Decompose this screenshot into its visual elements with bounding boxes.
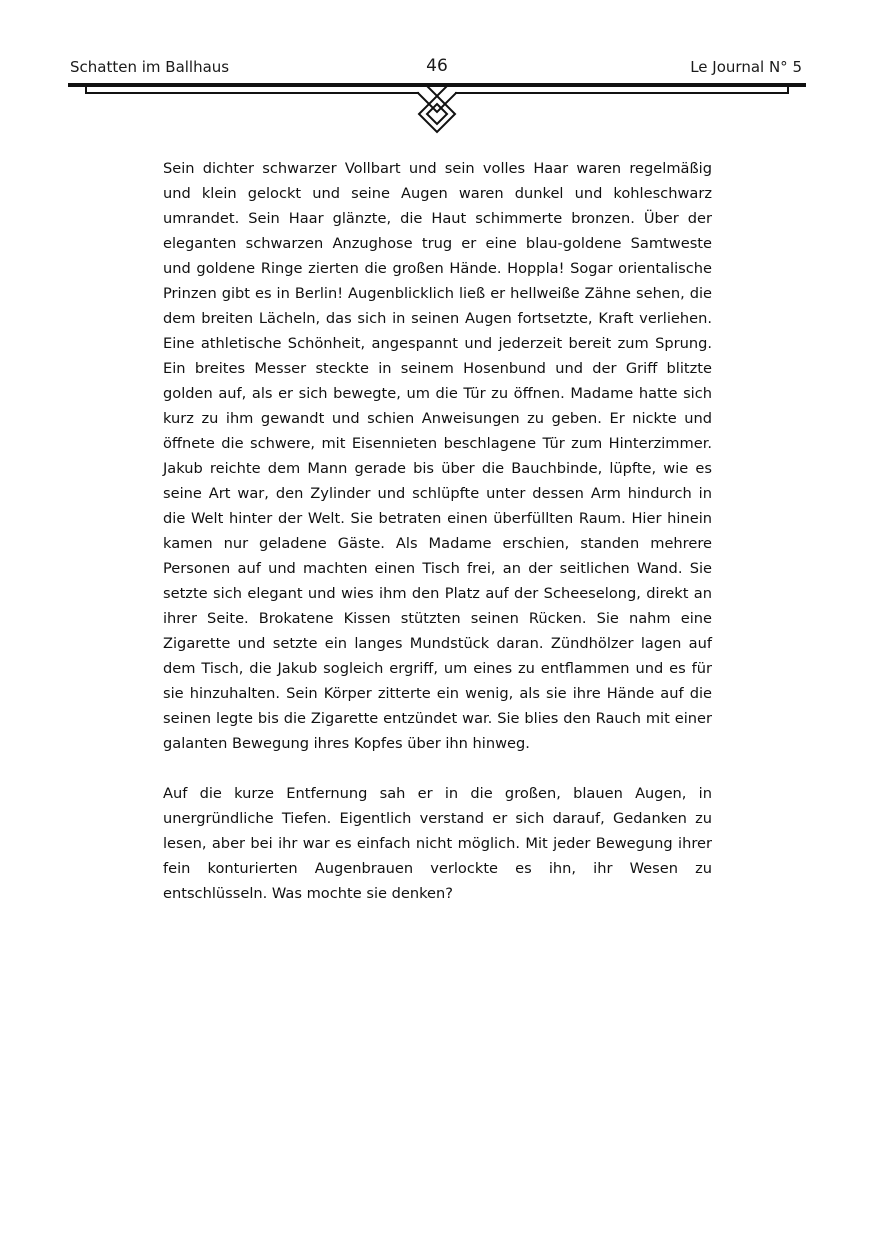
running-title-left: Schatten im Ballhaus <box>70 58 230 76</box>
page-number: 46 <box>426 56 448 76</box>
paragraph: Auf die kurze Entfernung sah er in die großen, blauen Augen, in unergründliche Tiefen. Eigentlich verstand er sich darauf, Gedanken zu lesen, aber bei ihr war es einfach nicht möglich. Mit jeder Bewegung ihrer fein konturierten Augenbrauen verlockte es ihn, ihr Wesen zu entschlüsseln. Was mochte sie denken? <box>163 785 712 902</box>
paragraph: Sein dichter schwarzer Vollbart und sein volles Haar waren regelmäßig und klein gelockt und seine Augen waren dunkel und kohleschwarz umrandet. Sein Haar glänzte, die Haut schimmerte bronzen. Über der eleganten schwarzen Anzughose trug er eine blau-goldene Samtweste und goldene Ringe zierten die großen Hände. Hoppla! Sogar orientalische Prinzen gibt es in Berlin! Augenblicklich ließ er hellweiße Zähne sehen, die dem breiten Lächeln, das sich in seinen Augen fortsetzte, Kraft verliehen. Eine athletische Schönheit, angespannt und jederzeit bereit zum Sprung. Ein breites Messer steckte in seinem Hosenbund und der Griff blitzte golden auf, als er sich bewegte, um die Tür zu öffnen. Madame hatte sich kurz zu ihm gewandt und schien Anweisungen zu geben. Er nickte und öffnete die schwere, mit Eisennieten beschlagene Tür zum Hinterzimmer. Jakub reichte dem Mann gerade bis über die Bauchbinde, lüpfte, wie es seine Art war, den Zylinder und schlüpfte unter dessen Arm hindurch in die Welt hinter der Welt. Sie betraten einen überfüllten Raum. Hier hinein kamen nur geladene Gäste. Als Madame erschien, standen mehrere Personen auf und machten einen Tisch frei, an der seitlichen Wand. Sie setzte sich elegant und wies ihm den Platz auf der Scheeselong, direkt an ihrer Seite. Brokatene Kissen stützten seinen Rücken. Sie nahm eine Zigarette und setzte ein langes Mundstück daran. Zündhölzer lagen auf dem Tisch, die Jakub sogleich ergriff, um eines zu entflammen und es für sie hinzuhalten. Sein Körper zitterte ein wenig, als sie ihre Hände auf die seinen legte bis die Zigarette entzündet war. Sie blies den Rauch mit einer galanten Bewegung ihres Kopfes über ihn hinweg. <box>163 160 712 752</box>
page-header <box>0 0 874 140</box>
body-text <box>163 156 712 906</box>
header-ornament-icon <box>0 78 874 138</box>
running-title-right: Le Journal N° 5 <box>690 58 802 76</box>
